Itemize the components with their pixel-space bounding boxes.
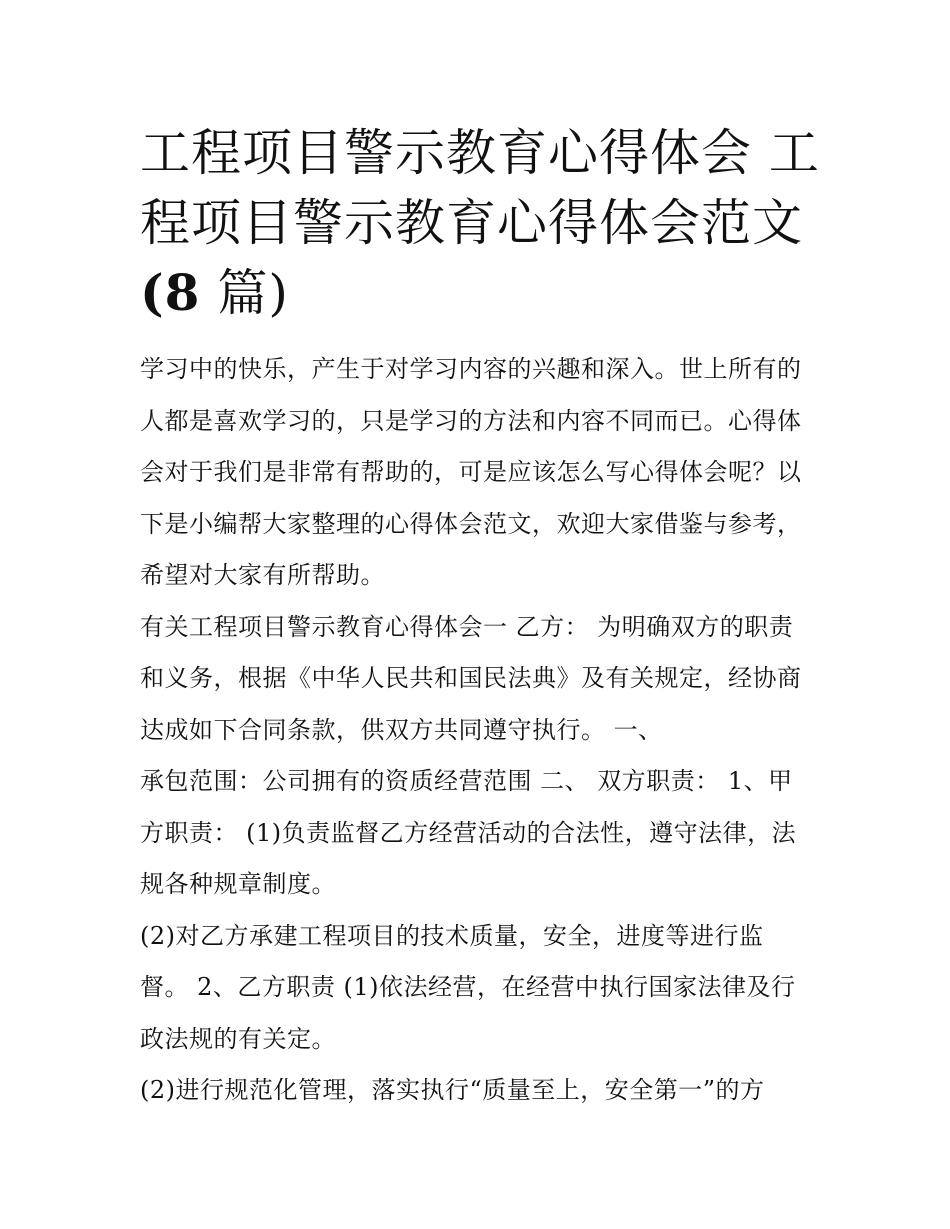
body-line: 人都是喜欢学习的，只是学习的方法和内容不同而已。心得体 [140,406,802,435]
body-line: 学习中的快乐，产生于对学习内容的兴趣和深入。世上所有的 [140,355,802,383]
document-body [140,344,820,1117]
body-line: 会对于我们是非常有帮助的，可是应该怎么写心得体会呢？以 [140,458,802,486]
body-line: 规各种规章制度。 [140,870,336,898]
title-line: 程项目警示教育心得体会范文 [140,194,803,252]
body-line: (2)进行规范化管理，落实执行“质量至上，安全第一”的方 [140,1076,765,1104]
body-line: 有关工程项目警示教育心得体会一 乙方： 为明确双方的职责 [140,612,794,641]
title-line: 工程项目警示教育心得体会 工 [140,124,820,182]
body-line: 方职责： (1)负责监督乙方经营活动的合法性，遵守法律，法 [140,818,797,847]
document-page [140,118,820,1117]
body-line: 达成如下合同条款，供双方共同遵守执行。 一、 [140,715,663,744]
body-line: 和义务，根据《中华人民共和国民法典》及有关规定，经协商 [140,664,802,692]
body-line: 承包范围：公司拥有的资质经营范围 二、 双方职责： 1、甲 [140,767,793,795]
title-number: 8 [164,263,201,322]
body-line: 下是小编帮大家整理的心得体会范文，欢迎大家借鉴与参考， [140,509,802,538]
title-paren-open: ( [140,263,165,322]
document-title [140,118,820,328]
body-line: 督。 2、乙方职责 (1)依法经营，在经营中执行国家法律及行 [140,973,796,1001]
title-suffix: 篇) [200,264,289,322]
body-line: 希望对大家有所帮助。 [140,561,385,589]
body-line: 政法规的有关定。 [140,1024,336,1053]
title-line [140,258,820,328]
body-line: (2)对乙方承建工程项目的技术质量，安全，进度等进行监 [140,921,764,950]
